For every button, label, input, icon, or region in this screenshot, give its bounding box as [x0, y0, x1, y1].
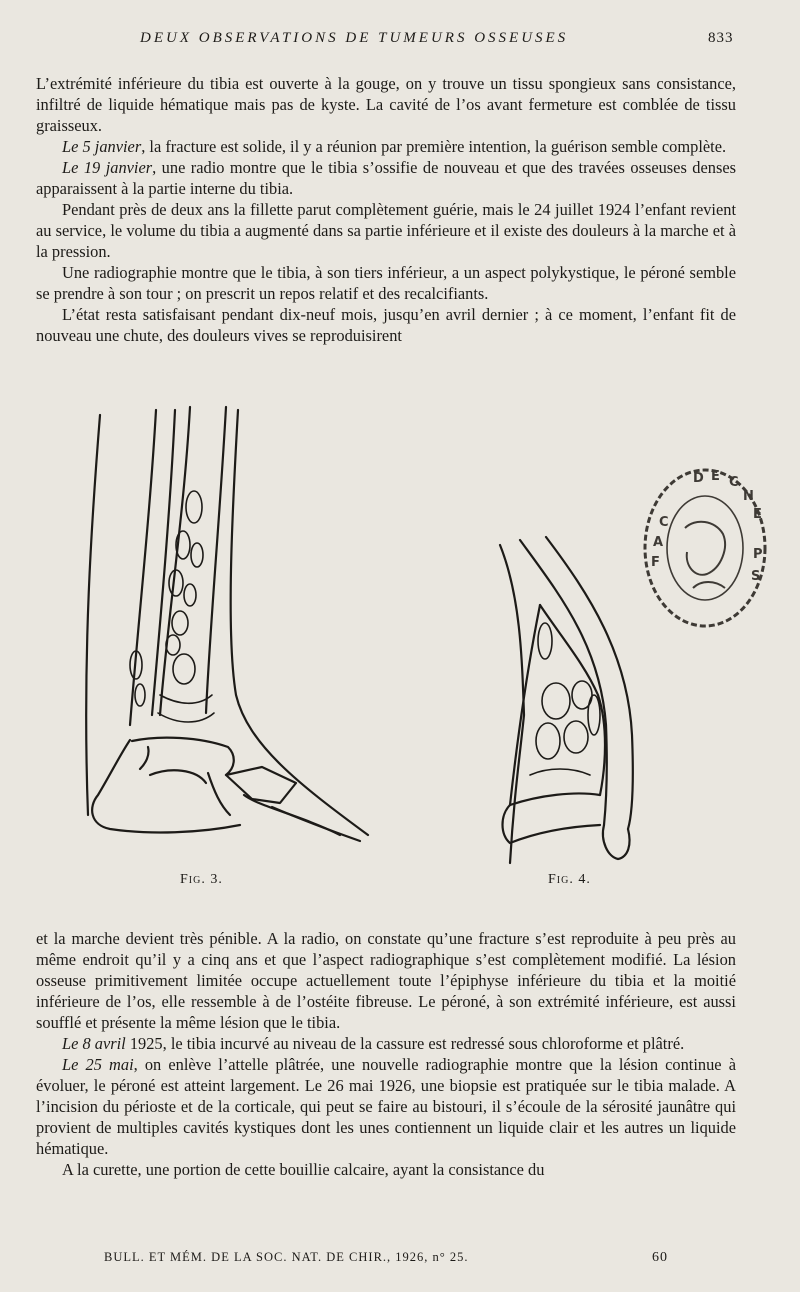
page-number: 833 [708, 30, 734, 46]
sheet-signature: 60 [652, 1250, 668, 1265]
paragraph: A la curette, une portion de cette bouillie calcaire, ayant la consistance du [62, 1160, 545, 1179]
date-label: Le 5 janvier [62, 137, 142, 156]
svg-text:D: D [693, 471, 704, 486]
paragraph: Une radiographie montre que le tibia, à son tiers inférieur, a un aspect polykystique, le péroné semble se prendre à son tour ; on prescrit un repos relatif et des recalcifiants. [36, 263, 736, 303]
figure-4-caption: Fig. 4. [548, 872, 591, 887]
leg-outline-front [231, 410, 368, 835]
running-head [0, 30, 800, 50]
svg-text:P: P [753, 547, 763, 562]
paragraph: et la marche devient très pénible. A la radio, on constate qu’une fracture s’est reproduite à peu près au même endroit qu’il y a cinq ans et que l’aspect radiographique s’est complètement modifié. La lésion osseuse primitivement limitée occupe actuellement toute l’épiphyse inférieure du tibia et la moitié inférieure de l’os, elle ressemble à de l’ostéite fibreuse. Le péroné, à son extrémité inférieure, est aussi soufflé et présente la même lésion que le tibia. [36, 929, 736, 1032]
body-text-top [36, 73, 736, 346]
journal-reference: BULL. ET MÉM. DE LA SOC. NAT. DE CHIR., 1926, n° 25. [104, 1250, 469, 1264]
paragraph: Pendant près de deux ans la fillette parut complètement guérie, mais le 24 juillet 1924 l’enfant revient au service, le volume du tibia a augmenté dans sa partie inférieure et il existe des douleurs à la marche et à la pression. [36, 200, 736, 261]
paragraph: L’état resta satisfaisant pendant dix-neuf mois, jusqu’en avril dernier ; à ce moment, l’enfant fit de nouveau une chute, des douleurs vives se reproduisirent [36, 305, 736, 345]
leg-outline [86, 415, 100, 815]
svg-text:E: E [711, 469, 720, 484]
paragraph: Le 5 janvier, la fracture est solide, il y a réunion par première intention, la guérison semble complète. [62, 137, 727, 156]
date-label: Le 25 mai [62, 1055, 134, 1074]
svg-text:F: F [651, 555, 660, 570]
body-text-bottom [36, 928, 736, 1180]
tibia-fig4 [510, 605, 600, 805]
running-title: DEUX OBSERVATIONS DE TUMEURS OSSEUSES [140, 30, 569, 46]
svg-text:A: A [653, 535, 664, 550]
paragraph: L’extrémité inférieure du tibia est ouverte à la gouge, on y trouve un tissu spongieux sans consistance, infiltré de liquide hématique mais pas de kyste. La cavité de l’os avant fermeture est comblée de tissu graisseux. [36, 74, 736, 135]
foot-bones [92, 740, 240, 832]
svg-text:C: C [659, 515, 669, 530]
footer [0, 1250, 800, 1270]
svg-text:C: C [729, 475, 739, 490]
fibula-fig4 [520, 540, 607, 825]
svg-text:N: N [743, 489, 754, 504]
paragraph: Le 8 avril 1925, le tibia incurvé au niveau de la cassure est redressé sous chloroforme et plâtré. [62, 1034, 685, 1053]
figure-3-caption: Fig. 3. [180, 872, 223, 887]
paragraph: Le 25 mai, on enlève l’attelle plâtrée, une nouvelle radiographie montre que la lésion continue à évoluer, le péroné est atteint largement. Le 26 mai 1926, une biopsie est pratiquée sur le tibia malade. A l’incision du périoste et de la corticale, qui peut se faire au bistouri, il s’écoule de la sérosité jaunâtre qui provient de multiples cavités kystiques dont les unes contiennent un liquide clair et les autres un liquide hématique. [36, 1055, 736, 1158]
library-stamp [635, 448, 775, 648]
svg-text:E: E [753, 507, 762, 522]
date-label: Le 8 avril [62, 1034, 126, 1053]
svg-text:S: S [751, 569, 761, 584]
paragraph: Le 19 janvier, une radio montre que le tibia s’ossifie de nouveau et que des travées osseuses denses apparaissent à la partie interne du tibia. [36, 158, 736, 198]
date-label: Le 19 janvier [62, 158, 153, 177]
